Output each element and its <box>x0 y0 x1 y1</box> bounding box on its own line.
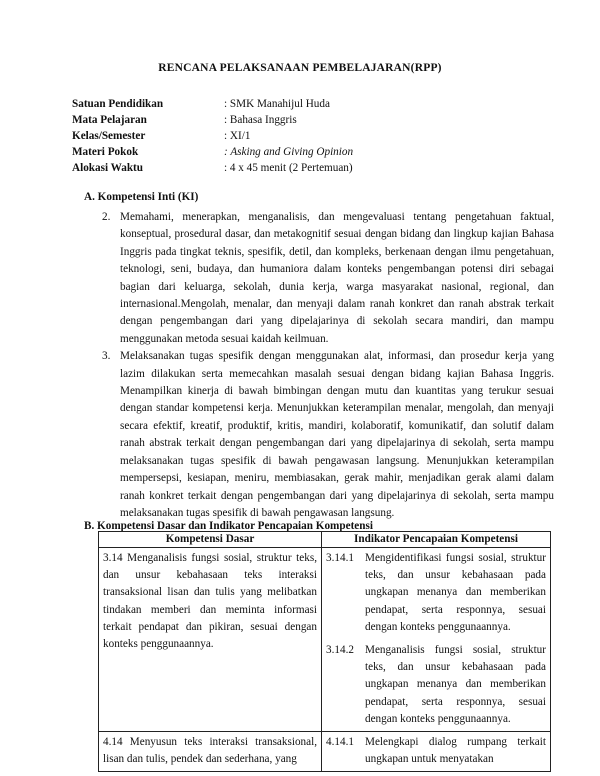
kd-cell: 4.14 Menyusun teks interaksi transaksional, lisan dan tulis, pendek dan sederhana, yang <box>99 732 322 772</box>
indicator-number: 4.14.1 <box>326 736 354 749</box>
info-row-alokasi <box>72 160 353 176</box>
kd-indicator-table <box>98 531 551 772</box>
indicator-text: Mengidentifikasi fungsi sosial, struktur teks, dan unsur kebahasaan pada ungkapan menanya dan memberikan pendapat, serta responnya, sesuai dengan konteks penggunaannya. <box>365 552 546 633</box>
indicator-item <box>326 550 546 636</box>
table-row <box>99 732 551 772</box>
info-label: Satuan Pendidikan <box>72 98 164 110</box>
ki-item <box>84 209 554 348</box>
indicator-item <box>326 734 546 768</box>
ki-text: Memahami, menerapkan, menganalisis, dan mengevaluasi tentang pengetahuan faktual, konseptual, prosedural dasar, dan metakognitif sesuai dengan bidang dan lingkup kajian Bahasa Inggris pada tingkat teknis, spesifik, detil, dan kompleks, berkenaan dengan ilmu pengetahuan, teknologi, seni, budaya, dan humaniora dalam konteks pengembangan potensi diri sebagai bagian dari keluarga, sekolah, dunia kerja, warga masyarakat nasional, regional, dan internasional.Mengolah, menalar, dan menyaji dalam ranah konkret dan ranah abstrak terkait dengan pengembangan dari yang dipelajarinya di sekolah secara mandiri, dan mampu menggunakan metoda sesuai kaidah keilmuan. <box>120 211 554 345</box>
table-row <box>99 548 551 732</box>
column-header-indicator: Indikator Pencapaian Kompetensi <box>322 532 551 548</box>
info-label: Alokasi Waktu <box>72 162 143 174</box>
section-b-heading: B. Kompetensi Dasar dan Indikator Pencapaian Kompetensi <box>84 520 373 532</box>
section-kompetensi-inti <box>84 189 554 522</box>
info-row-kelas <box>72 128 353 144</box>
info-row-satuan <box>72 96 353 112</box>
ki-text: Melaksanakan tugas spesifik dengan menggunakan alat, informasi, dan prosedur kerja yang lazim dilakukan serta memecahkan masalah sesuai dengan bidang kajian Bahasa Inggris. Menampilkan kinerja di bawah bimbingan dengan mutu dan kuantitas yang terukur sesuai dengan standar kompetensi kerja. Menunjukkan keterampilan menalar, mengolah, dan menyaji secara efektif, kreatif, produktif, kritis, mandiri, kolaboratif, komunikatif, dan solutif dalam ranah abstrak terkait dengan pengembangan dari yang dipelajarinya di sekolah, serta mampu melaksanakan tugas spesifik di bawah pengawasan langsung. Menunjukkan keterampilan mempersepsi, kesiapan, meniru, membiasakan, gerak mahir, menjadikan gerak alami dalam ranah konkret terkait dengan pengembangan dari yang dipelajarinya di sekolah, serta mampu melaksanakan tugas spesifik di bawah pengawasan langsung. <box>120 350 554 519</box>
identity-block <box>72 96 353 176</box>
document-title: RENCANA PELAKSANAAN PEMBELAJARAN(RPP) <box>158 62 442 74</box>
ki-number: 3. <box>102 350 111 363</box>
indicator-number: 3.14.2 <box>326 644 354 657</box>
indicator-number: 3.14.1 <box>326 552 354 564</box>
info-value: : Asking and Giving Opinion <box>224 146 354 158</box>
info-label: Materi Pokok <box>72 146 139 158</box>
info-value: : Bahasa Inggris <box>224 114 297 126</box>
info-label: Kelas/Semester <box>72 130 146 142</box>
info-row-mapel <box>72 112 353 128</box>
column-header-kd: Kompetensi Dasar <box>99 532 322 548</box>
indicator-text: Melengkapi dialog rumpang terkait ungkapan untuk menyatakan <box>365 736 546 766</box>
ki-item <box>84 348 554 522</box>
section-a-heading: A. Kompetensi Inti (KI) <box>84 191 199 203</box>
ki-list <box>84 209 554 522</box>
kd-cell: 3.14 Menganalisis fungsi sosial, struktur teks, dan unsur kebahasaan teks interaksi transaksional lisan dan tulis yang melibatkan tindakan memberi dan meminta informasi terkait pendapat dan pikiran, sesuai dengan konteks penggunaannya. <box>99 548 322 732</box>
info-value: : SMK Manahijul Huda <box>224 98 330 110</box>
indicator-item <box>326 642 546 728</box>
ki-number: 2. <box>102 211 111 223</box>
info-value: : 4 x 45 menit (2 Pertemuan) <box>224 162 353 174</box>
info-label: Mata Pelajaran <box>72 114 147 126</box>
info-row-materi <box>72 144 353 160</box>
table-header-row <box>99 532 551 548</box>
indicator-cell <box>322 548 551 732</box>
indicator-text: Menganalisis fungsi sosial, struktur teks, dan unsur kebahasaan pada ungkapan menanya dan memberikan pendapat, serta responnya, sesuai dengan konteks penggunaannya. <box>365 644 546 725</box>
info-value: : XI/1 <box>224 130 251 142</box>
indicator-cell <box>322 732 551 772</box>
